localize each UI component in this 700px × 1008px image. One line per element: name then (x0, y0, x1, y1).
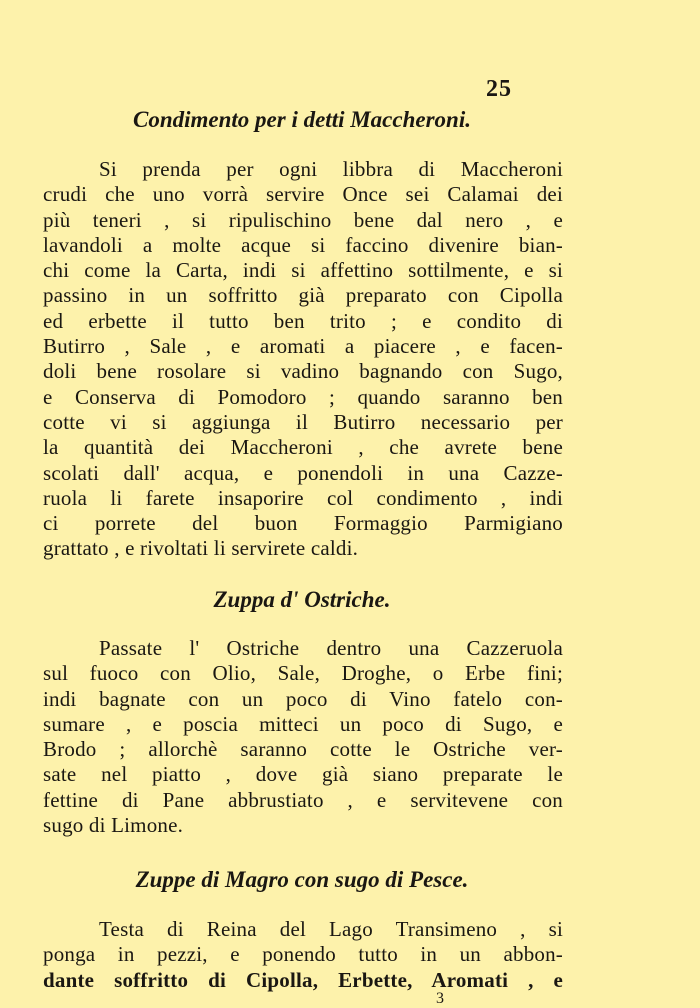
signature-mark: 3 (436, 990, 444, 1007)
text-line: scolati dall' acqua, e ponendoli in una Cazze- (43, 460, 563, 485)
text-line: dante soffritto di Cipolla, Erbette, Aromati , e (43, 967, 563, 992)
text-line: Butirro , Sale , e aromati a piacere , e facen- (43, 334, 563, 359)
paragraph-zuppe-magro (43, 917, 563, 993)
text-line: lavandoli a molte acque si faccino divenire bian- (43, 232, 563, 257)
section-title-condimento: Condimento per i detti Maccheroni. (133, 107, 471, 132)
text-line: ruola li farete insaporire col condimento , indi (43, 485, 563, 510)
text-line: la quantità dei Maccheroni , che avrete bene (43, 435, 563, 460)
text-line: Testa di Reina del Lago Transimeno , si (99, 917, 563, 941)
section-title-zuppa-ostriche: Zuppa d' Ostriche. (213, 587, 391, 612)
text-line: ed erbette il tutto ben trito ; e condito di (43, 308, 563, 333)
text-line: più teneri , si ripulischino bene dal nero , e (43, 207, 563, 232)
paragraph-zuppa-ostriche (43, 636, 563, 838)
text-line: sul fuoco con Olio, Sale, Droghe, o Erbe fini; (43, 661, 563, 686)
text-line: passino in un soffritto già preparato con Cipolla (43, 283, 563, 308)
text-line: grattato , e rivoltati li servirete caldi. (43, 536, 359, 561)
text-line: sumare , e poscia mitteci un poco di Sugo, e (43, 711, 563, 736)
section-title-zuppe-magro: Zuppe di Magro con sugo di Pesce. (135, 867, 469, 892)
text-line: doli bene rosolare si vadino bagnando con Sugo, (43, 359, 563, 384)
text-line: Passate l' Ostriche dentro una Cazzeruola (99, 636, 563, 660)
text-line: e Conserva di Pomodoro ; quando saranno ben (43, 384, 563, 409)
text-line: ci porrete del buon Formaggio Parmigiano (43, 511, 563, 536)
text-line: crudi che uno vorrà servire Once sei Calamai dei (43, 182, 563, 207)
text-line: fettine di Pane abbrustiato , e servitevene con (43, 787, 563, 812)
text-line: sate nel piatto , dove già siano preparate le (43, 762, 563, 787)
page-number: 25 (486, 76, 512, 102)
text-line: cotte vi si aggiunga il Butirro necessario per (43, 409, 563, 434)
text-line: ponga in pezzi, e ponendo tutto in un abbon- (43, 942, 563, 967)
text-line: Brodo ; allorchè saranno cotte le Ostriche ver- (43, 737, 563, 762)
text-line: sugo di Limone. (43, 813, 184, 838)
text-line: indi bagnate con un poco di Vino fatelo con- (43, 686, 563, 711)
text-line: Si prenda per ogni libbra di Maccheroni (99, 157, 563, 181)
text-line: chi come la Carta, indi si affettino sottilmente, e si (43, 258, 563, 283)
paragraph-condimento (43, 157, 563, 562)
